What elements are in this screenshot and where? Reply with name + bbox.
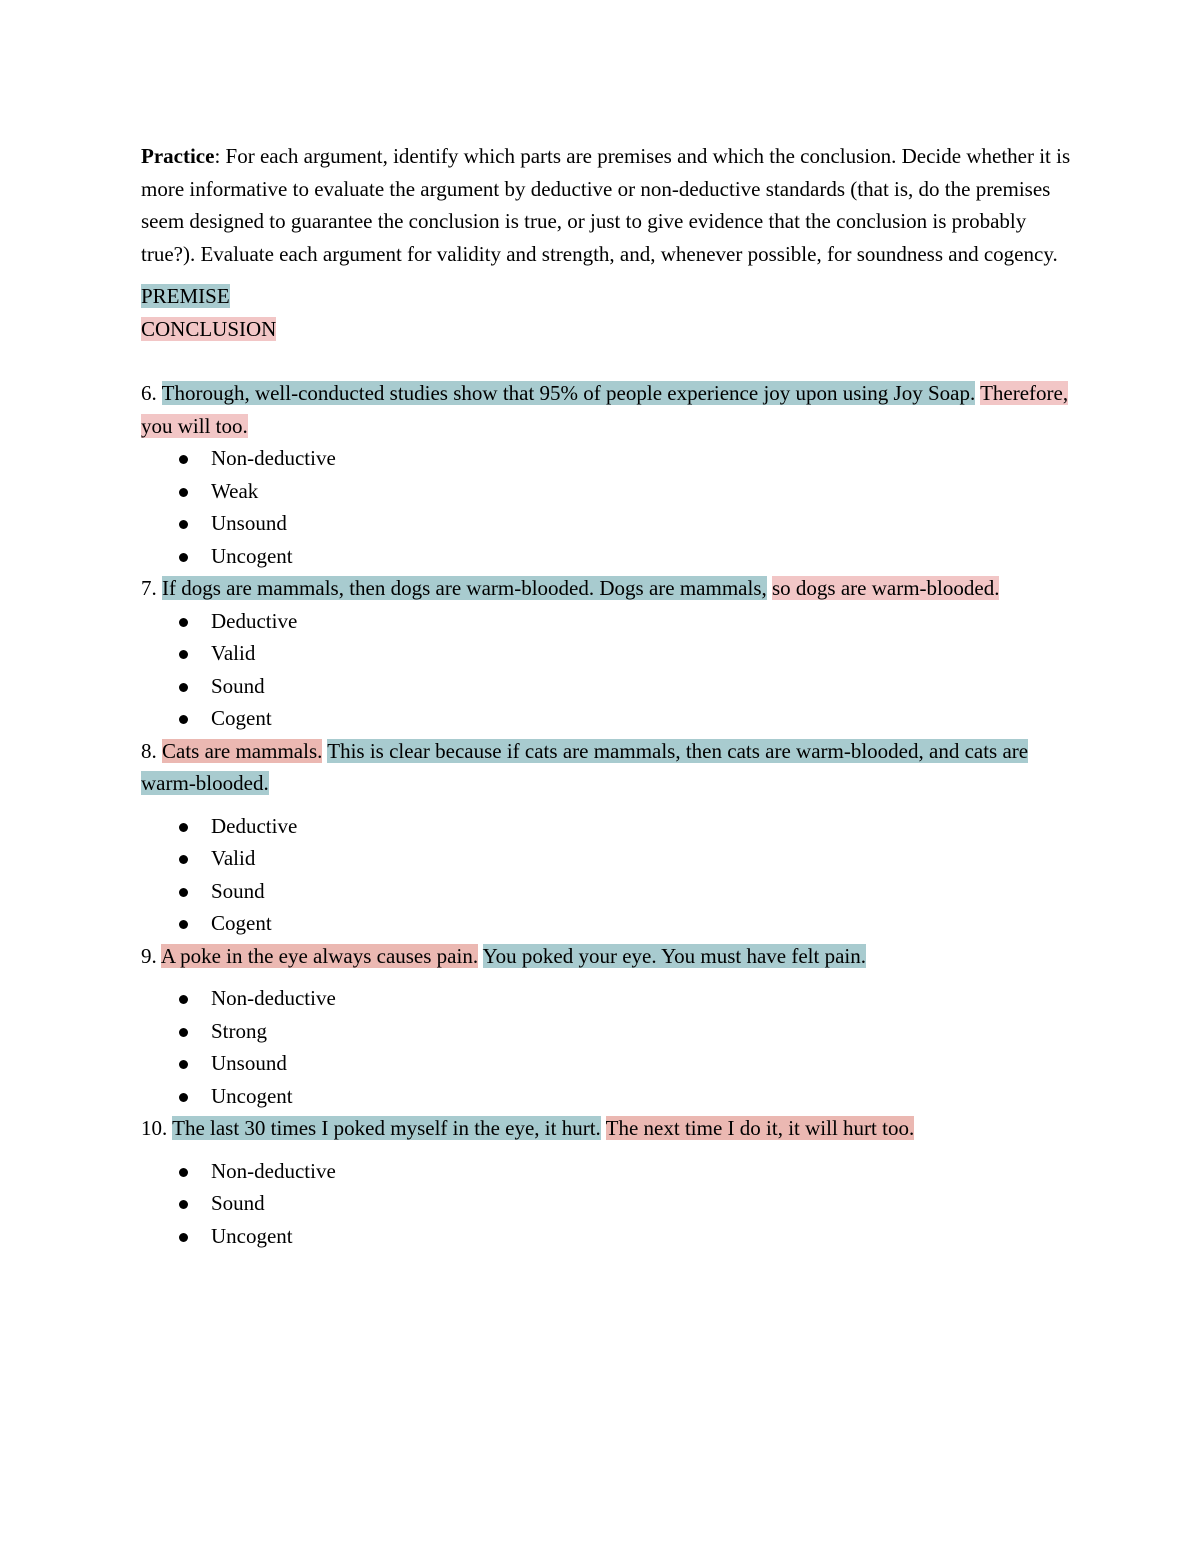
evaluation-list	[141, 605, 1071, 735]
argument-item-7	[141, 572, 1071, 735]
list-item: Uncogent	[141, 1220, 1071, 1253]
premise-text: Thorough, well-conducted studies show that 95% of people experience joy upon using Joy Soap.	[161, 381, 976, 405]
list-item: Sound	[141, 875, 1071, 908]
argument-item-8	[141, 735, 1071, 940]
evaluation-list	[141, 1155, 1071, 1253]
practice-label: Practice	[141, 144, 215, 168]
item-number: 6.	[141, 381, 162, 405]
conclusion-text: so dogs are warm-blooded.	[772, 576, 1000, 600]
list-item: Strong	[141, 1015, 1071, 1048]
item-number: 10.	[141, 1116, 173, 1140]
list-item: Valid	[141, 637, 1071, 670]
list-item: Unsound	[141, 1047, 1071, 1080]
list-item: Cogent	[141, 702, 1071, 735]
conclusion-text: Therefore, you will too.	[141, 381, 1069, 438]
argument-text	[141, 940, 1071, 973]
instructions-text: : For each argument, identify which parts are premises and which the conclusion. Decide whether it is more informative to evaluate the argument by deductive or non-deductive standards (that is, do the premises seem designed to guarantee the conclusion is true, or just to give evidence that the conclusion is probably true?). Evaluate each argument for validity and strength, and, whenever possible, for soundness and cogency.	[141, 144, 1071, 266]
document-page	[141, 140, 1071, 1252]
list-item: Unsound	[141, 507, 1071, 540]
list-item: Sound	[141, 670, 1071, 703]
premise-text: The last 30 times I poked myself in the eye, it hurt.	[172, 1116, 601, 1140]
list-item: Sound	[141, 1187, 1071, 1220]
list-item: Cogent	[141, 907, 1071, 940]
list-item: Valid	[141, 842, 1071, 875]
argument-text	[141, 377, 1071, 442]
conclusion-text: A poke in the eye always causes pain.	[160, 943, 479, 968]
instructions-paragraph	[141, 140, 1071, 270]
conclusion-text: The next time I do it, it will hurt too.	[605, 1116, 915, 1140]
evaluation-list	[141, 982, 1071, 1112]
premise-text: This is clear because if cats are mammals, then cats are warm-blooded, and cats are warm-blooded.	[141, 738, 1029, 795]
argument-text	[141, 572, 1071, 605]
list-item: Non-deductive	[141, 982, 1071, 1015]
legend-premise: PREMISE	[141, 284, 230, 308]
evaluation-list	[141, 442, 1071, 572]
list-item: Non-deductive	[141, 442, 1071, 475]
list-item: Uncogent	[141, 540, 1071, 573]
list-item: Weak	[141, 475, 1071, 508]
argument-item-10	[141, 1112, 1071, 1252]
list-item: Deductive	[141, 810, 1071, 843]
premise-text: You poked your eye. You must have felt pain.	[482, 943, 867, 968]
legend-conclusion: CONCLUSION	[141, 316, 277, 341]
conclusion-text: Cats are mammals.	[162, 738, 323, 763]
list-item: Deductive	[141, 605, 1071, 638]
list-item: Non-deductive	[141, 1155, 1071, 1188]
premise-text: If dogs are mammals, then dogs are warm-blooded. Dogs are mammals,	[162, 576, 767, 600]
highlight-legend	[141, 280, 1071, 345]
list-item: Uncogent	[141, 1080, 1071, 1113]
evaluation-list	[141, 810, 1071, 940]
argument-item-6	[141, 377, 1071, 572]
argument-text	[141, 1112, 1071, 1145]
item-number: 8.	[141, 738, 162, 763]
argument-text	[141, 735, 1071, 800]
item-number: 9.	[141, 943, 161, 968]
argument-item-9	[141, 940, 1071, 1113]
item-number: 7.	[141, 576, 162, 600]
